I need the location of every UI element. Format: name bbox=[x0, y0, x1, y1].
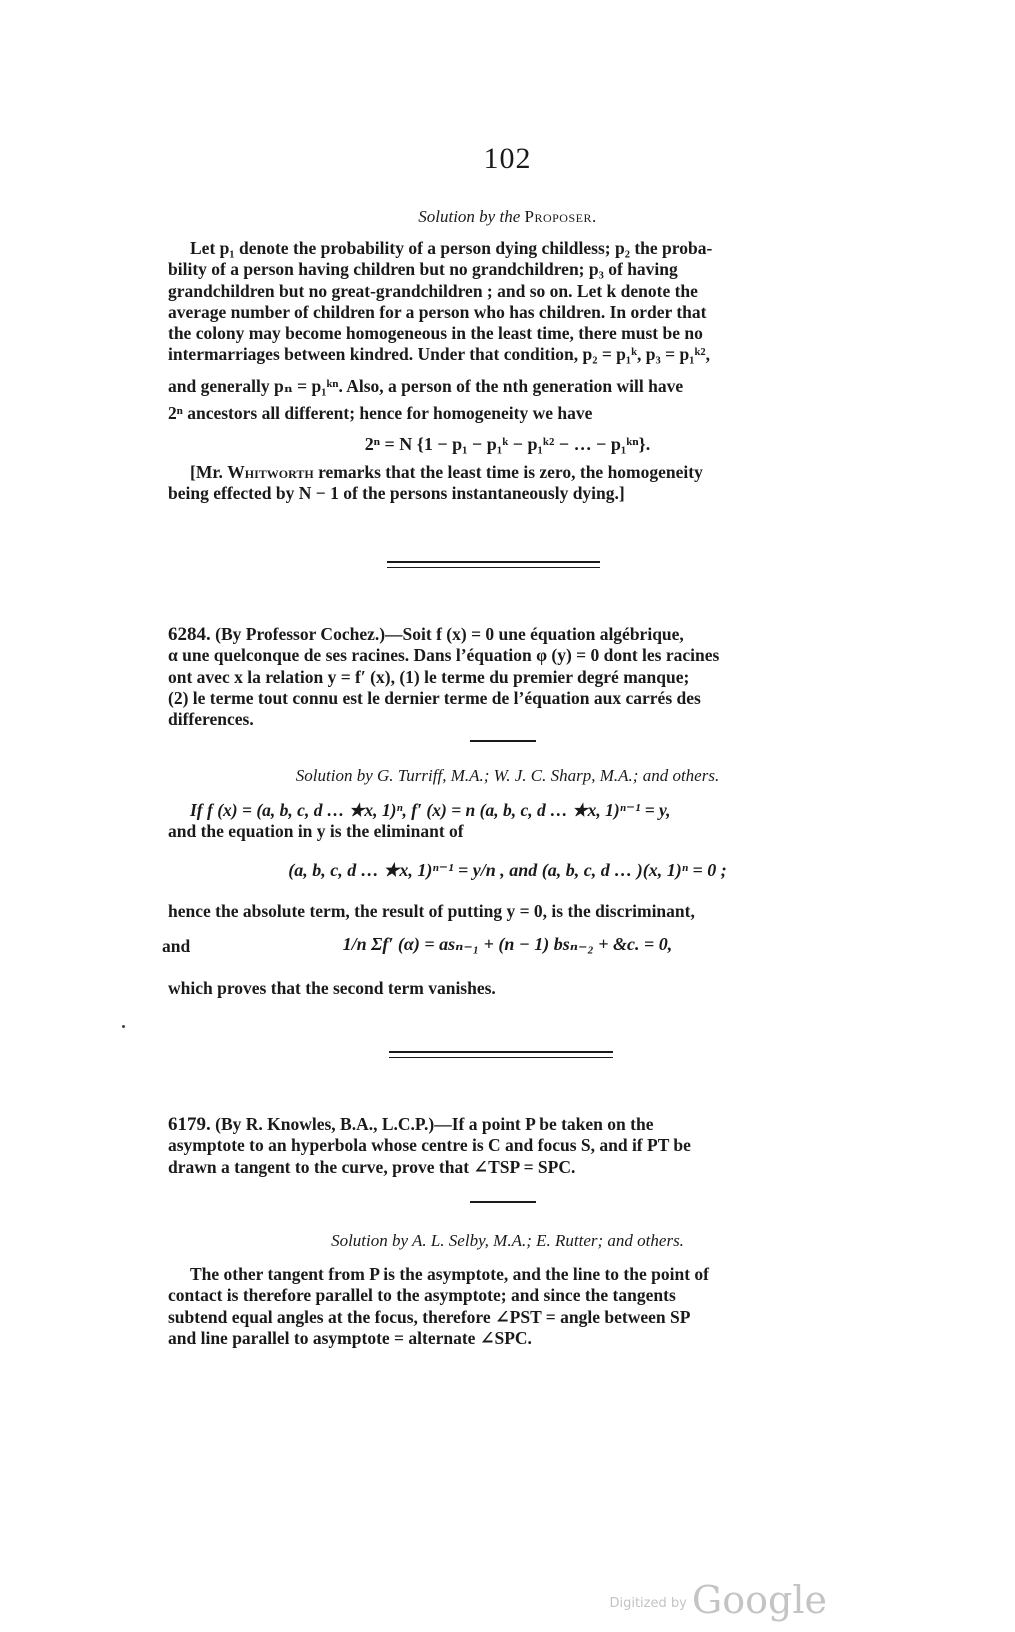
remark-line2: being effected by N − 1 of the persons instantaneously dying.] bbox=[168, 483, 625, 504]
question-number-6179: 6179. bbox=[168, 1114, 211, 1135]
s2-q-line-2: (2) le terme tout connu est le dernier terme de l’équation aux carrés des bbox=[168, 687, 701, 708]
section2-equation1: (a, b, c, d … ★x, 1)ⁿ⁻¹ = y/n , and (a, b, c, d … )(x, 1)ⁿ = 0 ; bbox=[288, 860, 727, 880]
remark-name: Whitworth bbox=[227, 462, 314, 482]
s3-q-line-2: drawn a tangent to the curve, prove that ∠TSP = SPC. bbox=[168, 1156, 576, 1177]
section2-line4: which proves that the second term vanishes. bbox=[168, 978, 496, 998]
s2-line2: and the equation in y is the eliminant of bbox=[168, 821, 464, 842]
section2-short-rule bbox=[470, 740, 536, 742]
section2-question bbox=[168, 624, 874, 730]
s1-line-7: 2ⁿ ancestors all different; hence for homogeneity we have bbox=[168, 403, 593, 424]
section1-heading-prefix: Solution by the bbox=[418, 207, 521, 226]
google-logo: Google bbox=[691, 1578, 827, 1622]
section2-and: and bbox=[162, 936, 191, 956]
section2-solution bbox=[168, 800, 874, 843]
section-divider-1 bbox=[387, 561, 600, 563]
watermark-prefix: Digitized by bbox=[609, 1596, 687, 1611]
s1-line-1: bility of a person having children but no grandchildren; p₃ of having bbox=[168, 259, 678, 280]
section1-equation: 2ⁿ = N {1 − p₁ − p₁ᵏ − p₁ᵏ² − … − p₁ᵏⁿ}. bbox=[364, 434, 651, 454]
section3-solution bbox=[168, 1264, 874, 1349]
section3-question bbox=[168, 1114, 874, 1178]
s3-line-2: subtend equal angles at the focus, therefore ∠PST = angle between SP bbox=[168, 1306, 691, 1327]
section1-heading bbox=[0, 207, 1015, 227]
section2-line3: hence the absolute term, the result of putting y = 0, is the discriminant, bbox=[168, 901, 695, 921]
s1-line-0: Let p₁ denote the probability of a person dying childless; p₂ the proba- bbox=[190, 238, 713, 258]
section2-equation2: 1/n Σf′ (α) = asₙ₋₁ + (n − 1) bsₙ₋₂ + &c. = 0, bbox=[342, 934, 673, 954]
s1-line-2: grandchildren but no great-grandchildren ; and so on. Let k denote the bbox=[168, 280, 698, 301]
s2-line1: If f (x) = (a, b, c, d … ★x, 1)ⁿ, f′ (x) = n (a, b, c, d … ★x, 1)ⁿ⁻¹ = y, bbox=[190, 800, 671, 820]
s3-line-1: contact is therefore parallel to the asymptote; and since the tangents bbox=[168, 1285, 676, 1306]
s2-q-line-3: differences. bbox=[168, 709, 254, 730]
section1-paragraph bbox=[168, 238, 874, 424]
s1-line-6: and generally pₙ = p₁ᵏⁿ. Also, a person of the nth generation will have bbox=[168, 375, 684, 396]
scan-speck bbox=[122, 1025, 125, 1028]
s2-q-line-1: ont avec x la relation y = f′ (x), (1) le terme du premier degré manque; bbox=[168, 666, 690, 687]
s3-q-line-1: asymptote to an hyperbola whose centre is C and focus S, and if PT be bbox=[168, 1135, 691, 1156]
question-number-6284: 6284. bbox=[168, 624, 211, 645]
s3-line-3: and line parallel to asymptote = alternate ∠SPC. bbox=[168, 1327, 532, 1348]
s1-line-5: intermarriages between kindred. Under that condition, p₂ = p₁ᵏ, p₃ = p₁ᵏ², bbox=[168, 344, 710, 365]
section1-heading-author: Proposer. bbox=[524, 207, 597, 226]
remark-prefix: [Mr. bbox=[190, 462, 223, 482]
section-divider-2 bbox=[389, 1051, 613, 1053]
s1-line-3: average number of children for a person who has children. In order that bbox=[168, 301, 707, 322]
s3-q-line-0: (By R. Knowles, B.A., L.C.P.)—If a point P be taken on the bbox=[215, 1114, 654, 1134]
section3-short-rule bbox=[470, 1201, 536, 1203]
section3-solution-heading: Solution by A. L. Selby, M.A.; E. Rutter; and others. bbox=[331, 1231, 684, 1250]
s2-q-line-0: α une quelconque de ses racines. Dans l’équation φ (y) = 0 dont les racines bbox=[168, 645, 720, 666]
page-number: 102 bbox=[483, 142, 532, 175]
s3-line-0: The other tangent from P is the asymptote, and the line to the point of bbox=[190, 1264, 709, 1284]
section1-remark bbox=[168, 462, 874, 505]
remark-line1-rest: remarks that the least time is zero, the homogeneity bbox=[318, 462, 703, 482]
s1-line-4: the colony may become homogeneous in the least time, there must be no bbox=[168, 323, 703, 344]
digitized-watermark bbox=[609, 1578, 827, 1622]
section2-intro: (By Professor Cochez.)—Soit f (x) = 0 une équation algébrique, bbox=[215, 624, 684, 644]
section2-solution-heading: Solution by G. Turriff, M.A.; W. J. C. Sharp, M.A.; and others. bbox=[295, 766, 720, 785]
